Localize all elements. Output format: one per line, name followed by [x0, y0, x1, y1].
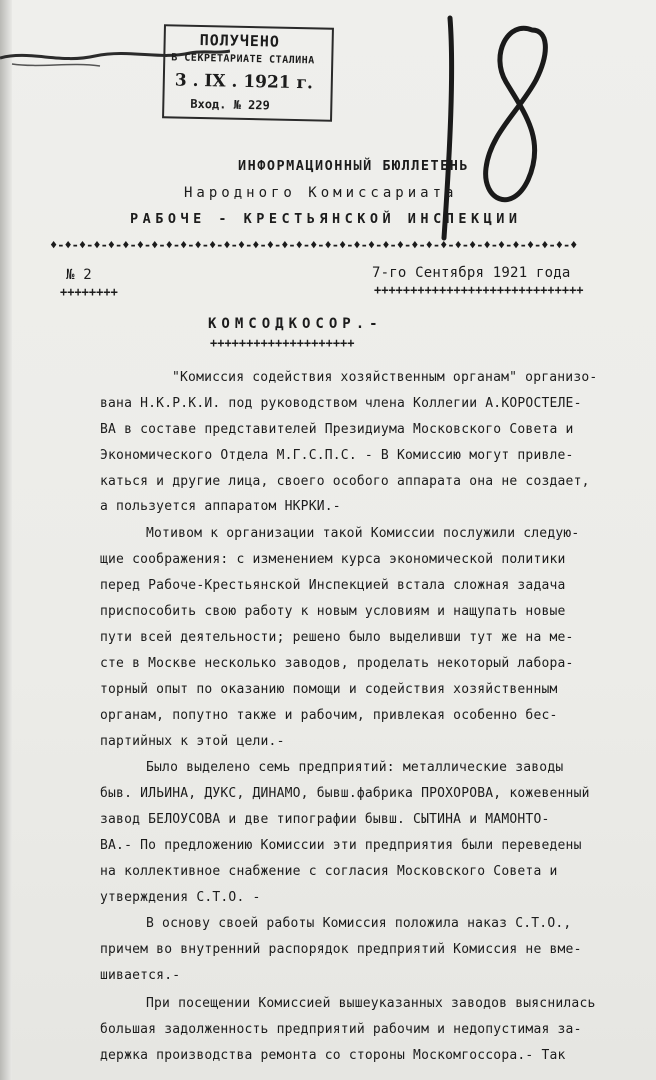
page-edge-shadow [0, 0, 12, 1080]
issue-number: № 2 [66, 267, 92, 283]
issue-date: 7-го Сентября 1921 года [372, 265, 571, 281]
header-bulletin: ИНФОРМАЦИОННЫЙ БЮЛЛЕТЕНЬ [238, 158, 470, 174]
body-line: пути всей деятельности; решено было выделивши тут же на ме- [100, 630, 574, 645]
body-line: щие соображения: с изменением курса экономической политики [100, 552, 566, 567]
body-line: При посещении Комиссией вышеуказанных заводов выяснилась [146, 996, 596, 1011]
body-line: шивается.- [100, 968, 181, 983]
body-line: В основу своей работы Комиссия положила наказ С.Т.О., [146, 916, 572, 931]
issue-number-underline: ++++++++ [60, 285, 118, 299]
stamp-office: В СЕКРЕТАРИАТЕ СТАЛИНА [171, 52, 315, 67]
section-title: КОМСОДКОСОР.- [208, 316, 383, 332]
section-title-underline: ++++++++++++++++++++ [210, 336, 355, 350]
header-inspection: РАБОЧЕ - КРЕСТЬЯНСКОЙ ИНСПЕКЦИИ [130, 211, 522, 227]
body-line: ВА в составе представителей Президиума Московского Совета и [100, 422, 574, 437]
body-line: утверждения С.Т.О. - [100, 890, 261, 905]
body-line: быв. ИЛЬИНА, ДУКС, ДИНАМО, бывш.фабрика ПРОХОРОВА, кожевенный [100, 786, 590, 801]
header-commissariat: Народного Комиссариата [184, 185, 458, 201]
body-line: органам, попутно также и рабочим, привлекая особенно бес- [100, 708, 558, 723]
body-line: каться и другие лица, своего особого аппарата она не создает, [100, 474, 590, 489]
body-line: ВА.- По предложению Комиссии эти предприятия были переведены [100, 838, 582, 853]
received-stamp [162, 24, 334, 122]
body-line: Было выделено семь предприятий: металлические заводы [146, 760, 564, 775]
body-line: Экономического Отдела М.Г.С.П.С. - В Комиссию могут привле- [100, 448, 574, 463]
body-line: торный опыт по оказанию помощи и содействия хозяйственным [100, 682, 558, 697]
body-line: причем во внутренний распорядок предприятий Комиссия не вме- [100, 942, 582, 957]
body-line: сте в Москве несколько заводов, проделать некоторый лабора- [100, 656, 574, 671]
stamp-title: ПОЛУЧЕНО [199, 30, 281, 51]
body-line: завод БЕЛОУСОВА и две типографии бывш. СЫТИНА и МАМОНТО- [100, 812, 550, 827]
body-line: вана Н.К.Р.К.И. под руководством члена Коллегии А.КОРОСТЕЛЕ- [100, 396, 582, 411]
body-line: приспособить свою работу к новым условиям и нащупать новые [100, 604, 566, 619]
stamp-date: 3 . IX . 1921 г. [174, 70, 314, 94]
body-line: держка производства ремонта со стороны Москомгоссора.- Так [100, 1048, 566, 1063]
body-line: на коллективное снабжение с согласия Московского Совета и [100, 864, 558, 879]
body-line: а пользуется аппаратом НКРКИ.- [100, 499, 341, 514]
body-line: большая задолженность предприятий рабочим и недопустимая за- [100, 1022, 582, 1037]
body-line: перед Рабоче-Крестьянской Инспекцией встала сложная задача [100, 578, 566, 593]
body-line: партийных к этой цели.- [100, 734, 285, 749]
stamp-incoming-number: Вход. № 229 [190, 96, 270, 113]
header-divider: ♦-♦-♦-♦-♦-♦-♦-♦-♦-♦-♦-♦-♦-♦-♦-♦-♦-♦-♦-♦-♦-♦-♦-♦-♦-♦-♦-♦-♦-♦-♦-♦-♦-♦-♦-♦-♦ [50, 238, 578, 252]
body-line: Мотивом к организации такой Комиссии послужили следую- [146, 526, 580, 541]
issue-date-underline: +++++++++++++++++++++++++++++ [374, 283, 584, 297]
body-line: "Комиссия содействия хозяйственным органам" организо- [172, 370, 598, 385]
